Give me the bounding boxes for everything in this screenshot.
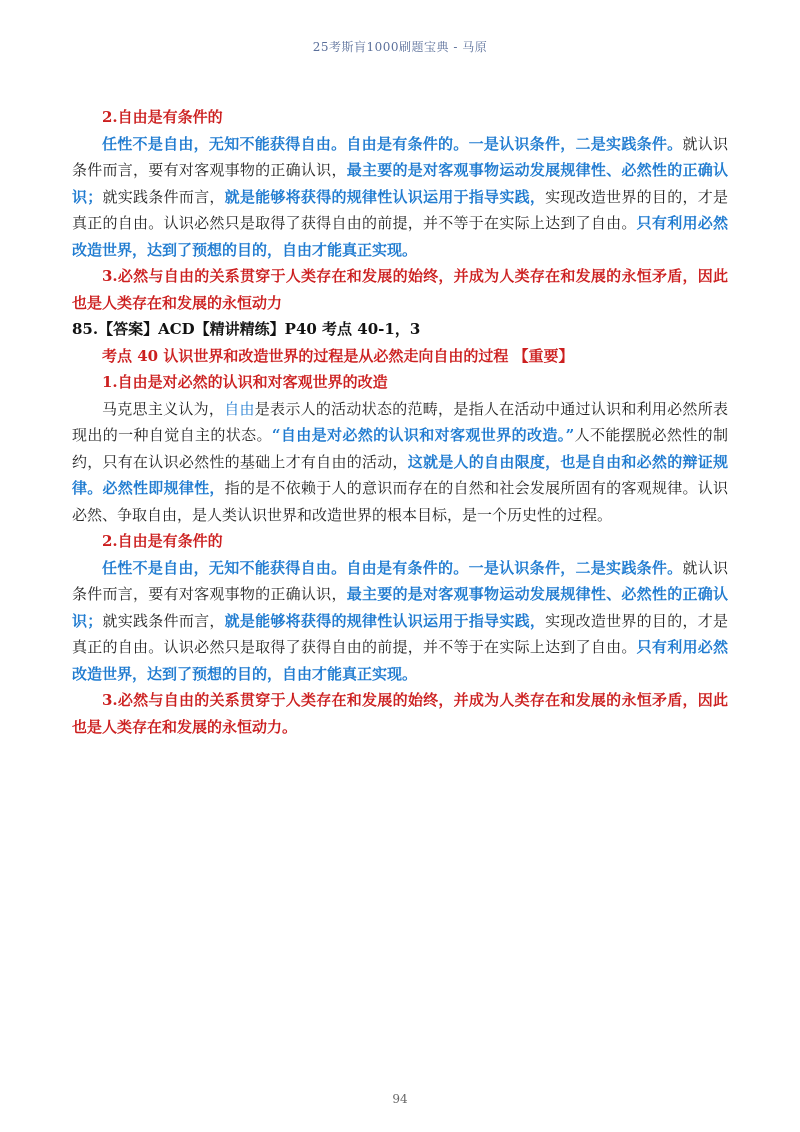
emphasis-text: 最主要的是对客观事物运动发展规律性、必然性的正确认识； <box>72 585 728 630</box>
emphasis-text: 任性不是自由，无知不能获得自由。自由是有条件的。一是认识条件，二是实践条件。 <box>102 134 683 153</box>
section-heading: 2.自由是有条件的 <box>102 108 223 126</box>
paragraph <box>72 396 728 529</box>
question-answer-title: 85.【答案】ACD【精讲精练】P40 考点 40-1，3 <box>72 320 421 338</box>
emphasis-text: 自由 <box>224 399 255 418</box>
body-text: 就认识条件而言，要有对客观事物的正确认识， <box>72 558 728 603</box>
body-text: 是表示人的活动状态的范畴，是指人在活动中通过认识和利用必然所表现出的一种自觉自主的状态。 <box>72 399 728 444</box>
body-text: 指的是不依赖于人的意识而存在的自然和社会发展所固有的客观规律。认识必然、争取自由，是人类认识世界和改造世界的根本目标，是一个历史性的过程。 <box>72 479 728 524</box>
emphasis-text: 这就是人的自由限度，也是自由和必然的辩证规律。必然性即规律性， <box>72 452 728 497</box>
point-3-text: 3.必然与自由的关系贯穿于人类存在和发展的始终，并成为人类存在和发展的永恒矛盾，因此也是人类存在和发展的永恒动力 <box>72 267 728 312</box>
kaodian-heading: 考点 40 认识世界和改造世界的过程是从必然走向自由的过程 【重要】 <box>102 346 574 365</box>
body-text: 马克思主义认为， <box>102 399 225 418</box>
body-text: 实现改造世界的目的，才是真正的自由。认识必然只是取得了获得自由的前提，并不等于在实际上达到了自由。 <box>72 611 728 656</box>
emphasis-text: 只有利用必然改造世界，达到了预想的目的，自由才能真正实现。 <box>72 638 728 683</box>
paragraph <box>72 131 728 264</box>
emphasis-text: 任性不是自由，无知不能获得自由。自由是有条件的。一是认识条件，二是实践条件。 <box>102 558 683 577</box>
paragraph <box>72 555 728 688</box>
emphasis-text: 最主要的是对客观事物运动发展规律性、必然性的正确认识； <box>72 161 728 206</box>
body-text: 就实践条件而言， <box>102 611 225 630</box>
body-text: 实现改造世界的目的，才是真正的自由。认识必然只是取得了获得自由的前提，并不等于在实际上达到了自由。 <box>72 187 728 232</box>
emphasis-text: 就是能够将获得的规律性认识运用于指导实践， <box>224 611 546 630</box>
document-body <box>72 104 728 740</box>
page-header: 25考斯肓1000刷题宝典 - 马原 <box>312 40 488 54</box>
emphasis-text: 只有利用必然改造世界，达到了预想的目的，自由才能真正实现。 <box>72 214 728 259</box>
emphasis-text: 就是能够将获得的规律性认识运用于指导实践， <box>224 187 546 206</box>
page-number: 94 <box>392 1092 408 1106</box>
section-heading: 1.自由是对必然的认识和对客观世界的改造 <box>102 373 388 391</box>
section-heading: 2.自由是有条件的 <box>102 532 223 550</box>
body-text: 人不能摆脱必然性的制约，只有在认识必然性的基础上才有自由的活动， <box>72 426 728 471</box>
body-text: 就实践条件而言， <box>102 187 225 206</box>
emphasis-text: “自由是对必然的认识和对客观世界的改造。” <box>271 426 575 444</box>
body-text: 就认识条件而言，要有对客观事物的正确认识， <box>72 134 728 179</box>
point-3-text: 3.必然与自由的关系贯穿于人类存在和发展的始终，并成为人类存在和发展的永恒矛盾，因此也是人类存在和发展的永恒动力。 <box>72 691 728 736</box>
